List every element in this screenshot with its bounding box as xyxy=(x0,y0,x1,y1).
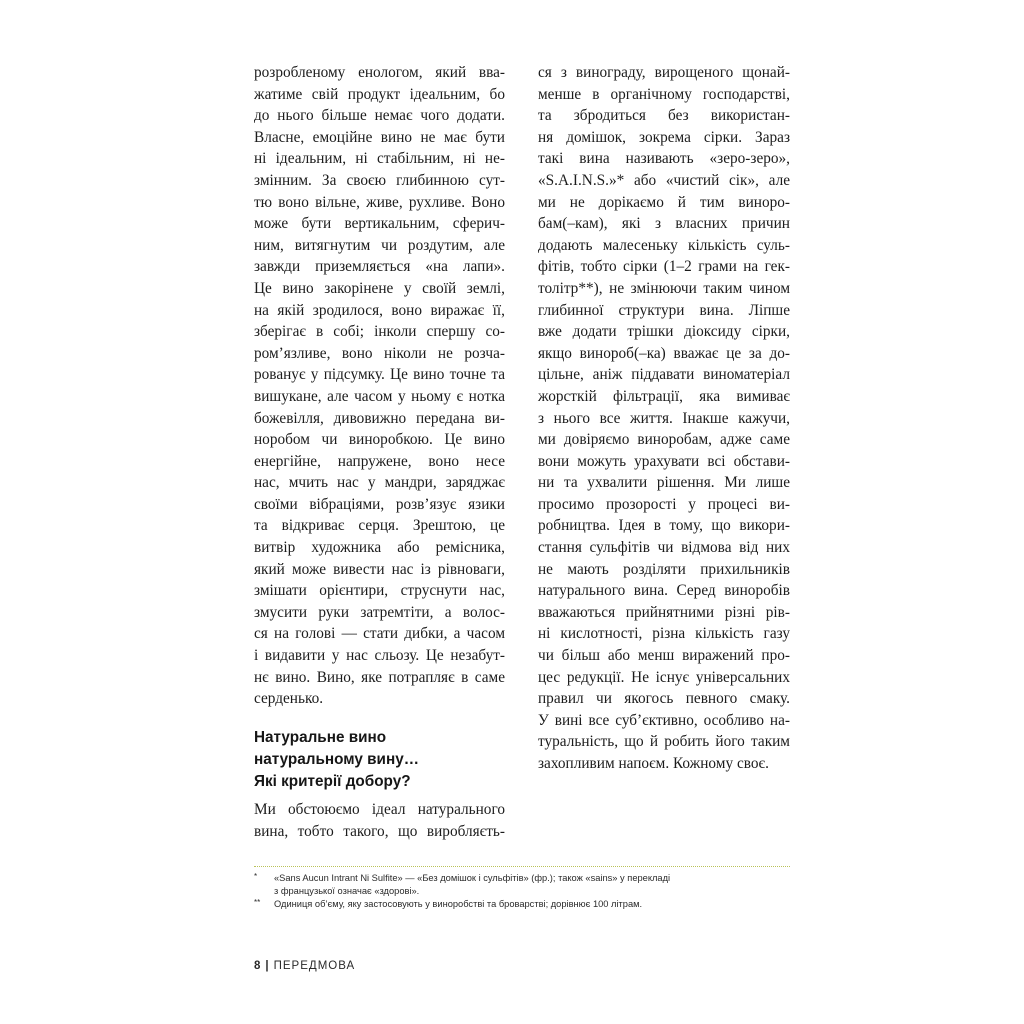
text-line: ми не дорікаємо й тим виноро- xyxy=(538,193,790,211)
text-line: вже додати трішки діоксиду сірки, xyxy=(538,323,790,341)
text-line: змінним. За своєю глибинною сут- xyxy=(254,171,505,189)
text-line: та відкриває серця. Зрештою, це xyxy=(254,517,505,535)
text-line: та збродиться без використан- xyxy=(538,107,790,125)
footnote-mark: ** xyxy=(254,898,261,907)
text-line: правил чи якогось певного смаку. xyxy=(538,690,790,708)
footnote-mark: * xyxy=(254,872,258,881)
text-line: стання сульфітів чи відмова від них xyxy=(538,539,790,557)
text-line: енергійне, напружене, воно несе xyxy=(254,452,505,470)
heading-line: натуральному вину… xyxy=(254,751,420,768)
text-line: жорсткій фільтрації, яка вимиває xyxy=(538,387,790,405)
text-line: божевілля, дивовижно передана ви- xyxy=(254,409,505,427)
text-line: менше в органічному господарстві, xyxy=(538,85,790,103)
text-line: «S.A.I.N.S.»* або «чистий сік», але xyxy=(538,171,790,189)
text-line: туральність, що й робить його таким xyxy=(538,733,790,751)
text-line: нє вино. Вино, яке потрапляє в саме xyxy=(254,668,505,686)
text-line: ня домішок, зокрема сірки. Зараз xyxy=(538,128,790,146)
text-line: ни та ухвалити рішення. Ми лише xyxy=(538,474,790,492)
text-line: жатиме свій продукт ідеальним, бо xyxy=(254,85,505,103)
text-line: розробленому енологом, який вва- xyxy=(254,64,505,81)
footnote-text: з французької означає «здорові». xyxy=(274,886,420,896)
text-line: нас, мчить нас у мандри, заряджає xyxy=(254,474,505,492)
heading-line: Які критерії добору? xyxy=(254,773,411,790)
text-line: бам(–кам), які з власних причин xyxy=(538,215,790,233)
footnote-2 xyxy=(254,898,790,911)
text-line: з нього все життя. Інакше кажучи, xyxy=(538,409,790,427)
text-line: вважаються прийнятними різні рів- xyxy=(538,603,790,621)
text-line: серденько. xyxy=(254,690,324,708)
paragraph-after-heading xyxy=(254,799,505,842)
text-line: своїми вібраціями, розв’язує язики xyxy=(254,495,505,513)
text-line: Ми обстоюємо ідеал натурального xyxy=(254,801,505,818)
text-line: фітів, тобто сірки (1–2 грами на гек- xyxy=(538,258,790,276)
text-line: просимо прозорості у процесі ви- xyxy=(538,495,790,513)
footnote-1 xyxy=(254,872,790,898)
text-line: ром’язливе, воно ніколи не розча- xyxy=(254,344,505,362)
text-line: У вині все суб’єктивно, особливо на- xyxy=(538,711,790,729)
text-line: толітр**), не змінюючи таким чином xyxy=(538,279,790,297)
text-line: ся на голові — стати дибки, а часом xyxy=(254,625,505,643)
text-line: норобом чи виноробкою. Це вино xyxy=(254,431,505,449)
text-line: ми довіряємо виноробам, адже саме xyxy=(538,431,790,449)
text-line: рованує у підсумку. Це вино точне та xyxy=(254,366,505,384)
text-line: завжди приземляється «на лапи». xyxy=(254,258,505,276)
text-line: вони можуть урахувати всі обстави- xyxy=(538,452,790,470)
text-line: вишукане, але часом у ньому є нотка xyxy=(254,387,505,405)
text-line: витвір художника або ремісника, xyxy=(254,539,505,557)
text-line: до нього більше немає чого додати. xyxy=(254,107,505,125)
footer-separator: | xyxy=(265,960,270,972)
footnote-divider xyxy=(254,866,790,867)
text-line: тю воно вільне, живе, рухливе. Воно xyxy=(254,193,505,211)
text-line: додають малесеньку кількість суль- xyxy=(538,236,790,254)
text-line: цес редукції. Не існує універсальних xyxy=(538,668,790,686)
text-line: не мають розділяти прихильників xyxy=(538,560,790,578)
text-line: може бути вертикальним, сферич- xyxy=(254,215,505,233)
text-line: змішати орієнтири, струснути нас, xyxy=(254,582,505,600)
text-line: глибинної структури вина. Ліпше xyxy=(538,301,790,319)
footnote-text: Одиниця об’єму, яку застосовують у виноробстві та броварстві; дорівнює 100 літрам. xyxy=(274,899,643,909)
footnotes xyxy=(254,872,790,911)
text-line: цільне, аніж піддавати виноматеріал xyxy=(538,366,790,384)
text-line: Це вино закорінене у своїй землі, xyxy=(254,279,505,297)
page-footer xyxy=(254,960,355,972)
section-name: ПЕРЕДМОВА xyxy=(273,960,356,972)
text-line: натурального вина. Серед виноробів xyxy=(538,582,790,600)
text-line: чи більш або менш виражений про- xyxy=(538,647,790,665)
text-line: змусити руки затремтіти, а волос- xyxy=(254,603,505,621)
text-line: захопливим напоєм. Кожному своє. xyxy=(538,755,769,772)
text-line: вина, тобто такого, що виробляєть- xyxy=(254,822,505,840)
text-line: який може вивести нас із рівноваги, xyxy=(254,560,505,578)
heading-line: Натуральне вино xyxy=(254,729,387,746)
text-line: ні ідеальним, ні стабільним, ні не- xyxy=(254,150,505,168)
page-number: 8 xyxy=(254,960,262,972)
text-line: ним, витягнутим чи роздутим, але xyxy=(254,236,505,254)
text-line: зберігає в собі; інколи спершу со- xyxy=(254,323,505,341)
text-line: на якій зродилося, воно виражає її, xyxy=(254,301,505,319)
text-line: такі вина називають «зеро-зеро», xyxy=(538,150,790,168)
left-text-column xyxy=(254,62,505,710)
footnote-text: «Sans Aucun Intrant Ni Sulfite» — «Без домішок і сульфітів» (фр.); також «sains» у перекладі xyxy=(274,873,671,883)
text-line: якщо винороб(–ка) вважає це за до- xyxy=(538,344,790,362)
section-heading xyxy=(254,727,505,793)
text-line: ся з винограду, вирощеного щонай- xyxy=(538,64,790,81)
text-line: ні кислотності, різна кількість газу xyxy=(538,625,790,643)
text-line: Власне, емоційне вино не має бути xyxy=(254,128,505,146)
text-line: і видавити у нас сльозу. Це незабут- xyxy=(254,647,505,665)
text-line: робництва. Ідея в тому, що викори- xyxy=(538,517,790,535)
right-text-column xyxy=(538,62,790,775)
